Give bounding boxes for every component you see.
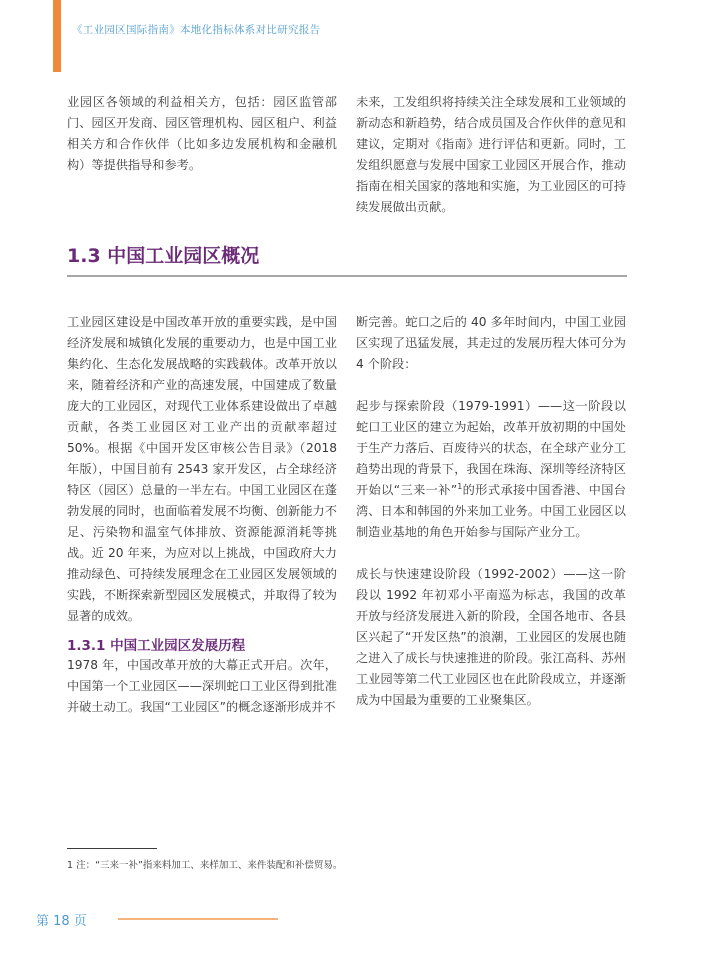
paragraph: 未来，工发组织将持续关注全球发展和工业领域的新动态和新趋势，结合成员国及合作伙伴的意见和建议，定期对《指南》进行评估和更新。同时，工发组织愿意与发展中国家工业园区开展合作，推动指南在相关国家的落地和实施，为工业园区的可持续发展做出贡献。 <box>356 95 626 214</box>
paragraph: 成长与快速建设阶段（1992-2002）——这一阶段以 1992 年初邓小平南巡为标志，我国的改革开放与经济发展进入新的阶段，全国各地市、各县区兴起了“开发区热”的浪潮，工业园区的发展也随之进入了成长与快速推进的阶段。张江高科、苏州工业园等第二代工业园区也在此阶段成立，并逐渐成为中国最为重要的工业聚集区。 <box>356 567 626 707</box>
paragraph: 1978 年，中国改革开放的大幕正式开启。次年，中国第一个工业园区——深圳蛇口工业区得到批准并破土动工。我国“工业园区”的概念逐渐形成并不 <box>67 658 337 714</box>
top-right-column <box>356 92 626 218</box>
footnote-divider <box>67 848 157 849</box>
footnote: 1 注：“三来一补”指来料加工、来样加工、来件装配和补偿贸易。 <box>67 860 343 871</box>
section-divider <box>67 275 627 277</box>
section-right-column <box>356 312 626 711</box>
subsection-left-column <box>67 655 337 718</box>
paragraph-text: 的形式承接中国香港、中国台湾、日本和韩国的外来加工业务。中国工业园区以制造业基地的角色开始参与国际产业分工。 <box>356 483 626 539</box>
running-header: 《工业园区国际指南》本地化指标体系对比研究报告 <box>72 24 321 36</box>
page-number: 第 18 页 <box>36 914 87 929</box>
header-accent-bar <box>53 0 61 72</box>
section-left-column <box>67 312 337 627</box>
paragraph: 业园区各领域的利益相关方，包括：园区监管部门、园区开发商、园区管理机构、园区租户、利益相关方和合作伙伴（比如多边发展机构和金融机构）等提供指导和参考。 <box>67 95 337 172</box>
footer-rule <box>118 918 278 920</box>
top-left-column <box>67 92 337 176</box>
section-title: 1.3 中国工业园区概况 <box>67 245 260 267</box>
paragraph-text: 起步与探索阶段（1979-1991）——这一阶段以蛇口工业区的建立为起始，改革开放初期的中国处于生产力落后、百废待兴的状态，在全球产业分工趋势出现的背景下，我国在珠海、深圳等经济特区开始以“三来一补” <box>356 399 626 497</box>
paragraph <box>356 396 626 543</box>
paragraph: 工业园区建设是中国改革开放的重要实践，是中国经济发展和城镇化发展的重要动力，也是中国工业集约化、生态化发展战略的实践载体。改革开放以来，随着经济和产业的高速发展，中国建成了数量庞大的工业园区，对现代工业体系建设做出了卓越贡献，各类工业园区对工业产出的贡献率超过 50%。根据《中国开发区审核公告目录》（2018 年版），中国目前有 2543 家开发区，占全球经济特区（园区）总量的一半左右。中国工业园区在蓬勃发展的同时，也面临着发展不均衡、创新能力不足、污染物和温室气体排放、资源能源消耗等挑战。近 20 年来，为应对以上挑战，中国政府大力推动绿色、可持续发展理念在工业园区发展领域的实践，不断探索新型园区发展模式，并取得了较为显著的成效。 <box>67 315 337 623</box>
subsection-title: 1.3.1 中国工业园区发展历程 <box>67 638 246 654</box>
footnote-reference[interactable]: 1 <box>457 481 463 491</box>
paragraph: 断完善。蛇口之后的 40 多年时间内，中国工业园区实现了迅猛发展，其走过的发展历程大体可分为 4 个阶段： <box>356 315 626 371</box>
